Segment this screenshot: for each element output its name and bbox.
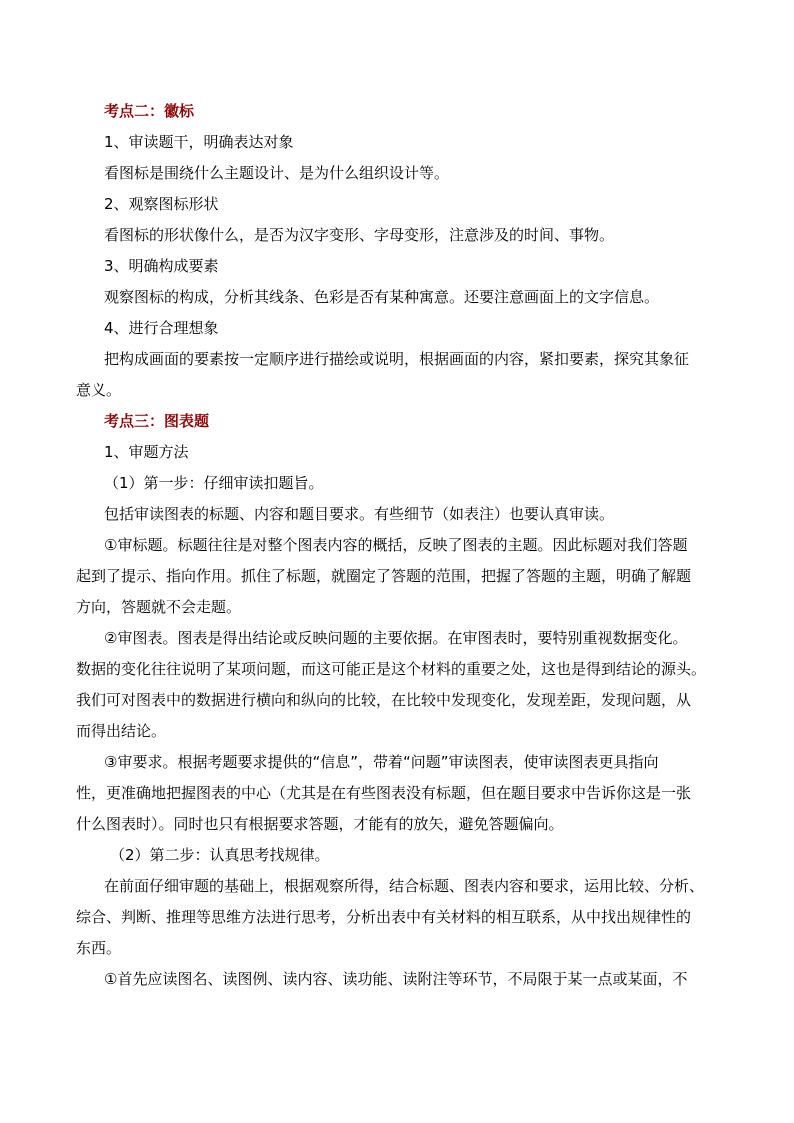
step-heading: 1、审读题干，明确表达对象 [104, 133, 294, 151]
paragraph-line: 性，更准确地把握图表的中心（尤其是在有些图表没有标题，但在题目要求中告诉你这是一张 [76, 784, 692, 802]
paragraph-line: 方向，答题就不会走题。 [76, 598, 242, 616]
sub-step-heading: （1）第一步：仔细审读扣题旨。 [104, 474, 324, 492]
paragraph-line: 东西。 [76, 939, 122, 957]
step-heading: 4、进行合理想象 [104, 319, 219, 337]
paragraph-line: 看图标的形状像什么，是否为汉字变形、字母变形，注意涉及的时间、事物。 [104, 226, 615, 244]
step-heading: 3、明确构成要素 [104, 257, 219, 275]
paragraph-line: 在前面仔细审题的基础上，根据观察所得，结合标题、图表内容和要求，运用比较、分析、 [104, 877, 705, 895]
step-heading: 2、观察图标形状 [104, 195, 219, 213]
paragraph-line: 综合、判断、推理等思维方法进行思考，分析出表中有关材料的相互联系，从中找出规律性的 [76, 908, 692, 926]
step-heading: 1、审题方法 [104, 443, 189, 461]
paragraph-line: 我们可对图表中的数据进行横向和纵向的比较，在比较中发现变化，发现差距，发现问题，从 [76, 691, 692, 709]
paragraph-line: ③审要求。根据考题要求提供的“信息”，带着“问题”审读图表，使审读图表更具指向 [104, 753, 659, 771]
paragraph-line: 包括审读图表的标题、内容和题目要求。有些细节（如表注）也要认真审读。 [104, 505, 615, 523]
paragraph-line: ①审标题。标题往往是对整个图表内容的概括，反映了图表的主题。因此标题对我们答题 [104, 536, 688, 554]
section-heading-emblem: 考点二：徽标 [104, 102, 195, 120]
sub-step-heading: （2）第二步：认真思考找规律。 [110, 846, 330, 864]
paragraph-line: 意义。 [76, 381, 122, 399]
paragraph-line: 而得出结论。 [76, 722, 167, 740]
paragraph-line: 看图标是围绕什么主题设计、是为什么组织设计等。 [104, 164, 450, 182]
paragraph-line: 数据的变化往往说明了某项问题，而这可能正是这个材料的重要之处，这也是得到结论的源头。 [76, 660, 707, 678]
paragraph-line: 观察图标的构成，分析其线条、色彩是否有某种寓意。还要注意画面上的文字信息。 [104, 288, 660, 306]
paragraph-line: 把构成画面的要素按一定顺序进行描绘或说明，根据画面的内容，紧扣要素，探究其象征 [104, 350, 690, 368]
document-body [76, 96, 724, 995]
paragraph-line: 起到了提示、指向作用。抓住了标题，就圈定了答题的范围，把握了答题的主题，明确了解题 [76, 567, 692, 585]
section-heading-chart: 考点三：图表题 [104, 412, 210, 430]
paragraph-line: ①首先应读图名、读图例、读内容、读功能、读附注等环节，不局限于某一点或某面，不 [104, 970, 688, 988]
paragraph-line: 什么图表时）。同时也只有根据要求答题，才能有的放矢，避免答题偏向。 [76, 815, 564, 833]
paragraph-line: ②审图表。图表是得出结论或反映问题的主要依据。在审图表时，要特别重视数据变化。 [104, 629, 688, 647]
